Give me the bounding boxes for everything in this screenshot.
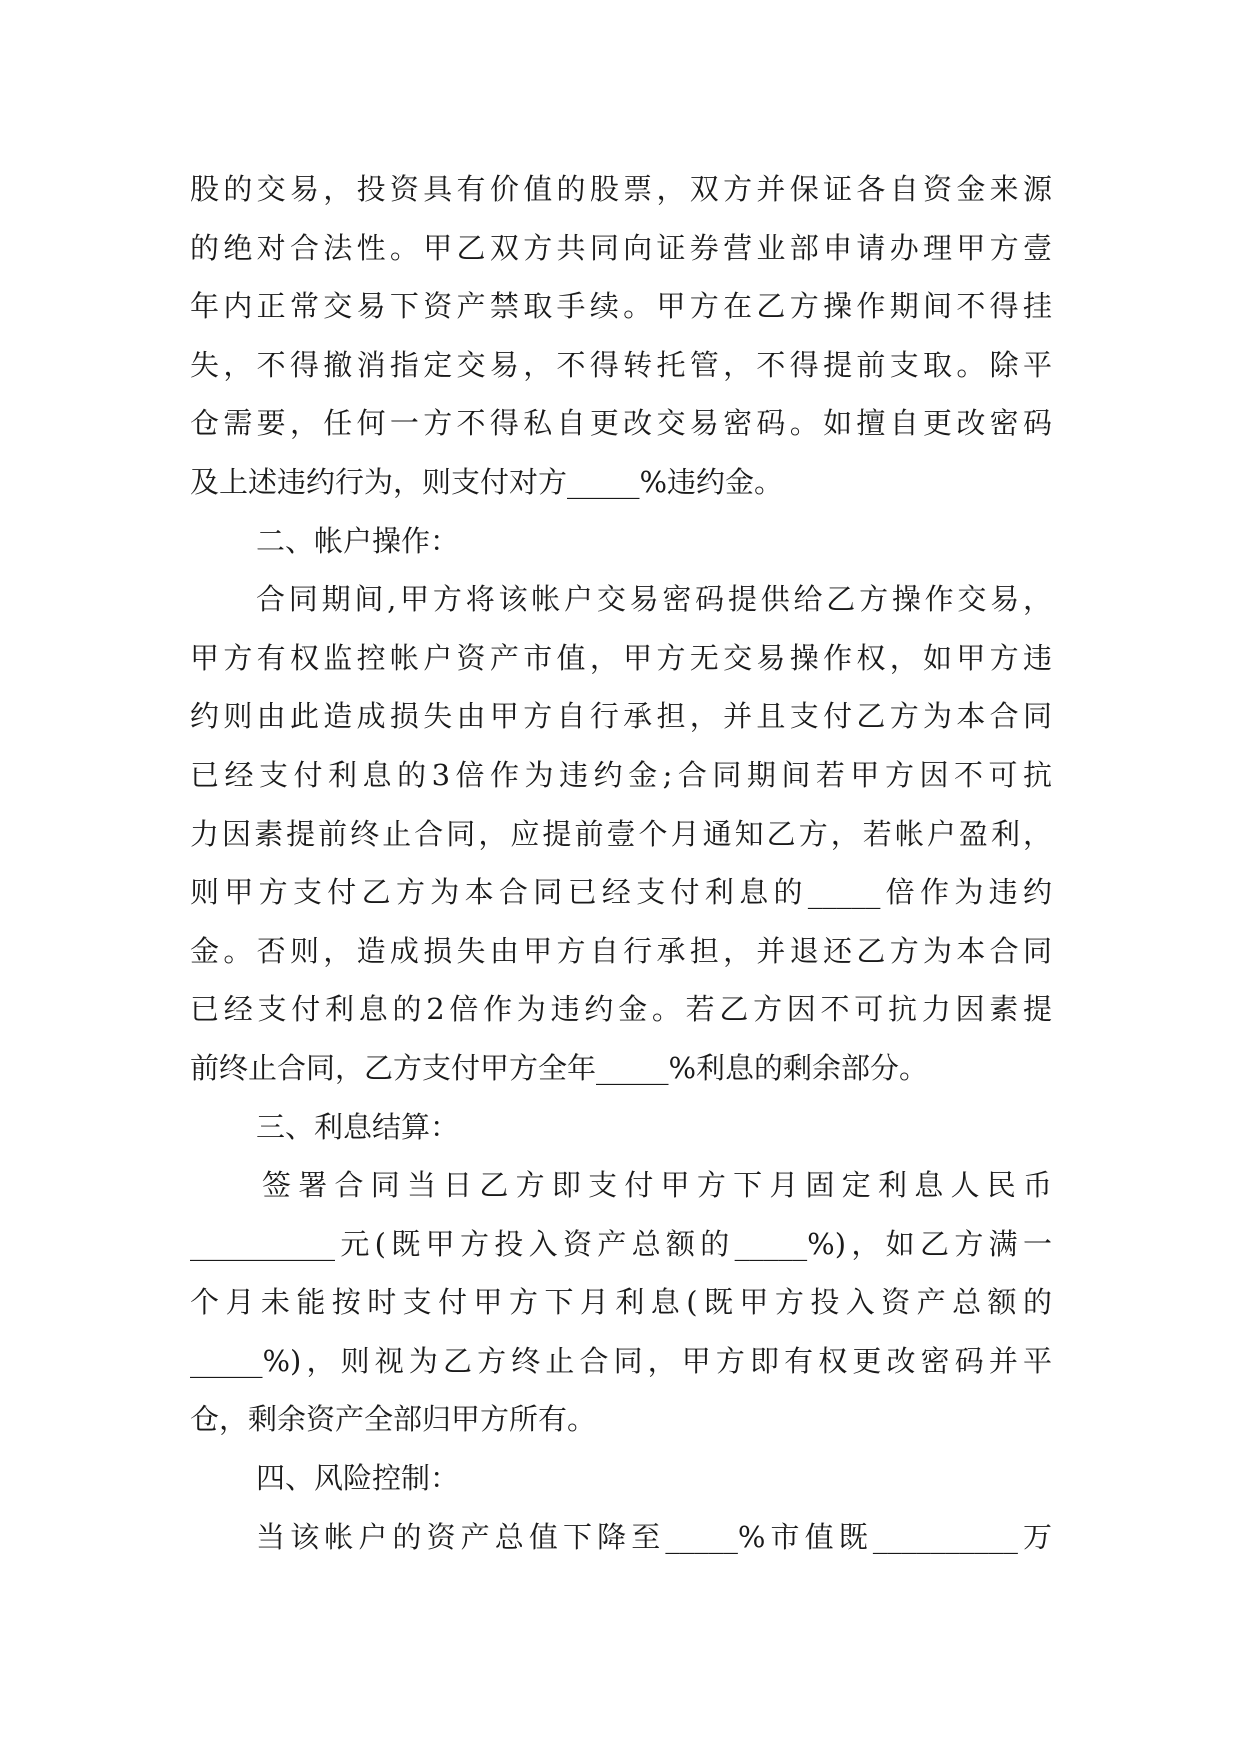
paragraph-line: 股的交易，投资具有价值的股票，双方并保证各自资金来源: [190, 172, 1052, 206]
paragraph-line: 仓，剩余资产全部归甲方所有。: [190, 1402, 597, 1437]
paragraph-line: _____%)，则视为乙方终止合同，甲方即有权更改密码并平: [190, 1343, 1052, 1378]
paragraph-line: 金。否则，造成损失由甲方自行承担，并退还乙方为本合同: [190, 933, 1052, 968]
paragraph-line: 则甲方支付乙方为本合同已经支付利息的_____倍作为违约: [190, 875, 1052, 910]
paragraph-line: 及上述违约行为，则支付对方_____%违约金。: [190, 464, 784, 499]
paragraph-line: 失，不得撤消指定交易，不得转托管，不得提前支取。除平: [190, 347, 1052, 382]
paragraph-line: 前终止合同，乙方支付甲方全年_____%利息的剩余部分。: [190, 1050, 929, 1085]
paragraph-line: 签署合同当日乙方即支付甲方下月固定利息人民币: [262, 1168, 1052, 1203]
paragraph-line: 仓需要，任何一方不得私自更改交易密码。如擅自更改密码: [190, 406, 1052, 441]
section-heading-risk-control: 四、风险控制：: [256, 1461, 460, 1496]
paragraph-line: 约则由此造成损失由甲方自行承担，并且支付乙方为本合同: [190, 699, 1052, 734]
paragraph-line: 年内正常交易下资产禁取手续。甲方在乙方操作期间不得挂: [190, 289, 1052, 324]
paragraph-line: __________元(既甲方投入资产总额的_____%)，如乙方满一: [190, 1226, 1052, 1261]
contract-text: [190, 160, 1052, 1566]
section-heading-account-operation: 二、帐户操作：: [256, 523, 460, 558]
paragraph-line: 的绝对合法性。甲乙双方共同向证券营业部申请办理甲方壹: [190, 230, 1052, 265]
paragraph-line: 力因素提前终止合同，应提前壹个月通知乙方，若帐户盈利，: [190, 816, 1052, 851]
paragraph-line: 已经支付利息的2倍作为违约金。若乙方因不可抗力因素提: [190, 992, 1052, 1027]
paragraph-line: 当该帐户的资产总值下降至_____%市值既__________万: [256, 1519, 1052, 1554]
paragraph-line: 甲方有权监控帐户资产市值，甲方无交易操作权，如甲方违: [190, 640, 1052, 675]
paragraph-line: 已经支付利息的3倍作为违约金;合同期间若甲方因不可抗: [190, 757, 1052, 792]
section-heading-interest-settlement: 三、利息结算：: [256, 1109, 460, 1144]
paragraph-line: 合同期间,甲方将该帐户交易密码提供给乙方操作交易，: [256, 582, 1052, 617]
paragraph-line: 个月未能按时支付甲方下月利息(既甲方投入资产总额的: [190, 1285, 1052, 1320]
